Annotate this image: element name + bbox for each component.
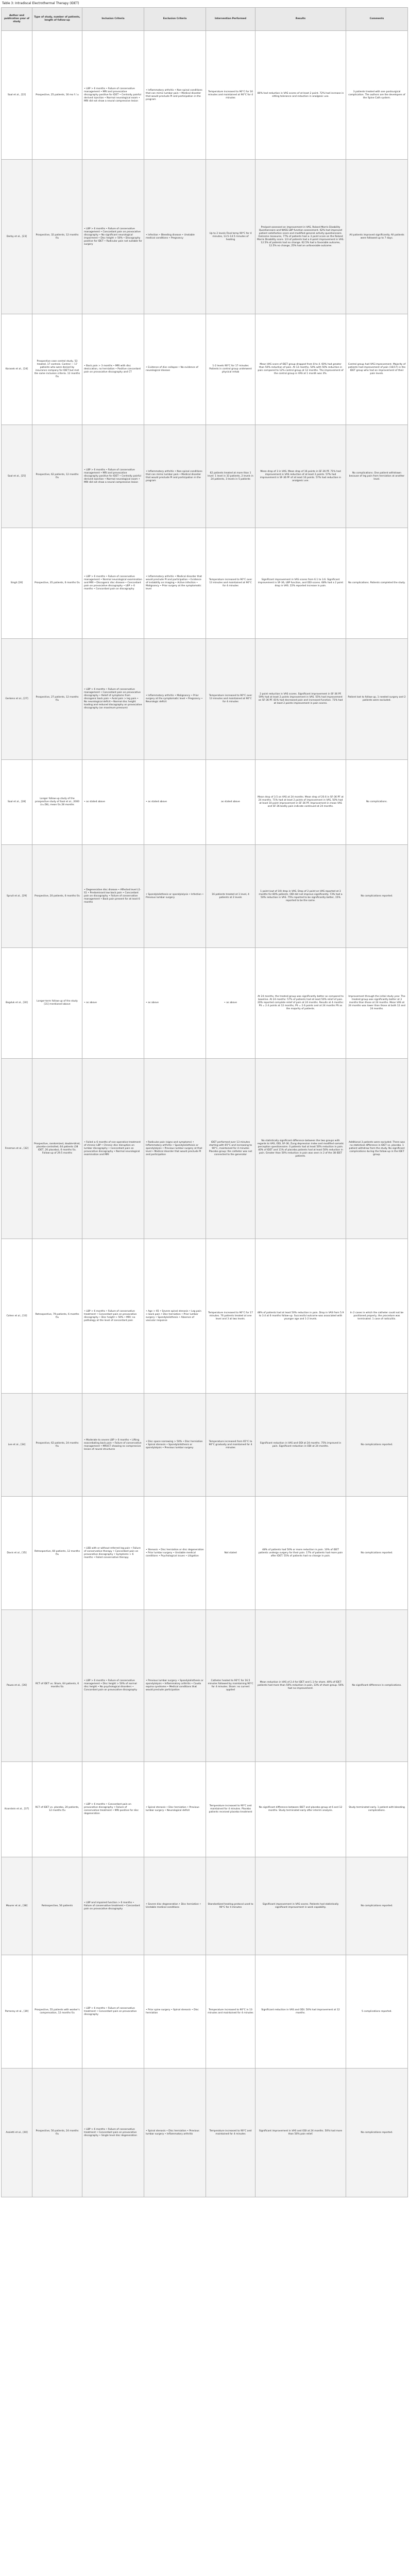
cell-inclusion: • as stated above xyxy=(82,760,144,845)
cell-results: No significant difference between IDET and placebo group at 6 and 12 months. Study terminated early after interim analysis. xyxy=(255,1762,346,1857)
cell-comments: No significant difference in complications. xyxy=(346,1610,408,1762)
cell-comments: No complications. Patients completed the study. xyxy=(346,528,408,639)
cell-comments: All patients improved significantly. All patients were followed up to 7 days. xyxy=(346,160,408,314)
cell-results: 1 point (out of 10) drop in VAS. Drop of 2 point on VAS reported at 3 months for 80% patients. ODI did not improve significantly. 73% had a 50% reduction in VAS. 75% reported to be significantly better, 15% reported to be the same. xyxy=(255,845,346,948)
cell-author: Saal et al., [22] xyxy=(2,31,32,160)
cell-exclusion: • Radicular pain (signs and symptoms) • Inflammatory arthritis • Spondylolisthesis or spondylolysis • Previous lumbar surgery at that level • Medical disorder that would preclude PI and participation xyxy=(144,1059,206,1239)
cell-comments: Improvement through the initial study year. The treated group was significantly better at 3 months than those at 24 months. Mean VAS at 24 months was lower than those at both 12 and 24 months. xyxy=(346,948,408,1059)
cell-intervention: Catheter heated to 90°C for 16.5 minutes followed by maintaining 90°C for 4 minutes. Sham: no current applied xyxy=(206,1610,255,1762)
cell-author: Saal et al., [25] xyxy=(2,425,32,528)
cell-comments: No complications reported. xyxy=(346,2069,408,2197)
cell-comments: No complications reported. xyxy=(346,1394,408,1497)
cell-inclusion: • LBP > 6 months • Failure of conservative management • Disc height > 50% of normal disc height • No psychological disorders • Concordant pain on provocative discography xyxy=(82,1610,144,1762)
header-exclusion: Exclusion Criteria xyxy=(144,8,206,31)
cell-comments: Study terminated early. 1 patient with bleeding complications. xyxy=(346,1762,408,1857)
cell-study: Retrospective, 60 patients, 12 months f/u xyxy=(32,1497,82,1610)
cell-comments: 3 patients treated with one postsurgical complication. The authors are the developers of the Spine Cath system. xyxy=(346,31,408,160)
cell-exclusion: • Disc space narrowing > 50% • Disc herniation • Spinal stenosis • Spondylolisthesis or spondylolysis • Previous lumbar surgery xyxy=(144,1394,206,1497)
table-row xyxy=(2,1239,408,1394)
cell-inclusion: • LBD with or without referred leg pain • Failure of conservative therapy • Concordant pain on provocative discography • Symptoms > 6 months • Failed conservative therapy xyxy=(82,1497,144,1610)
cell-inclusion: • Failed ≥ 6 months of non-operative treatment of chronic LBP • Chronic disc disruption on lumbar discography • Concordant pain on provocative discography • Normal neurological examination and MRI xyxy=(82,1059,144,1239)
cell-exclusion: • Inflammatory arthritis • Medical disorder that would preclude PI and participation • Evidence of instability on imaging • Active infection • Malignancy • Prior surgery at the symptomatic level xyxy=(144,528,206,639)
cell-results: 80% had reduction in VAS scores of at least 2 point. 72% had increase in sitting tolerance and reduction in analgesic use. xyxy=(255,31,346,160)
idet-table xyxy=(1,7,408,2197)
cell-results: Significant improvement in VAS and ODI at 24 months. 50% had more than 50% pain relief. xyxy=(255,2069,346,2197)
cell-inclusion: • LBP > 6 months • Failure of conservative management • Concordant pain on provocative discography • Relief of symptoms from discogenic back pain • Axial pain > leg pain • No neurological deficit • Normal disc height loading and reduced discography on provocative discography (on maximum pressure) xyxy=(82,639,144,760)
cell-study: Prospective, 35 patients, 6 months f/u xyxy=(32,528,82,639)
table-row xyxy=(2,1955,408,2069)
cell-results: 2 point reduction in VAS scores. Significant improvement in SF-36 PF. 59% had at least 2 points improvement in VAS. 55% had improvement on SF-36 PF. 81% had decreased pain and increased function. 71% had at least 2 points improvement in pain scores. xyxy=(255,639,346,760)
cell-exclusion: • Spinal stenosis • Disc herniation • Previous lumbar surgery • Neurological deficit xyxy=(144,1762,206,1857)
cell-intervention: Temperature increased from 65°C to 90°C gradually and maintained for 4 minutes xyxy=(206,1394,255,1497)
header-study-type: Type of study, number of patients, length of follow-up xyxy=(32,8,82,31)
cell-exclusion: • Spinal stenosis • Disc herniation • Previous lumbar surgery • Inflammatory arthritis xyxy=(144,2069,206,2197)
cell-intervention: Not stated xyxy=(206,1497,255,1610)
cell-inclusion: • LBP > 6 months • Failure of conservative management • Concordant pain on provocative discography • No significant neurological impairment • Disc height > 50% • Discography positive for IDET • Radicular pain not suitable for surgery xyxy=(82,160,144,314)
cell-study: Prospective, randomized, double-blind, placebo-controlled, 64 patients (38 IDET, 26 placebo), 6 months f/u. Follow-up of 29.5 months xyxy=(32,1059,82,1239)
cell-inclusion: • LBP > 6 months • Failure of conservative management • Normal neurological examination and MRI • Discogenic disc disease • Concordant pain on provocative discography • LBP > 6 months • Concordant pain on discography xyxy=(82,528,144,639)
cell-study: Prospective case control study, 53 treated, 17 controls. Control — 17 patients who were denied by insurance company for IDET but met the same inclusion criteria. 12 months f/u xyxy=(32,314,82,425)
cell-study: Longer-term follow-up of the study [31] mentioned above xyxy=(32,948,82,1059)
header-author: Author and publication year of study xyxy=(2,8,32,31)
cell-exclusion: • Age > 65 • Severe spinal stenosis • Leg pain > back pain • Disc herniation • Prior lumbar surgery • Spondylolisthesis • Absence of vascular response xyxy=(144,1239,206,1394)
table-row xyxy=(2,948,408,1059)
cell-study: Prospective, 50 patients, 24 months f/u xyxy=(32,2069,82,2197)
cell-results: Significant reduction in VAS and ODI. 50% had improvement at 12 months. xyxy=(255,1955,346,2069)
cell-comments: Additional 3 patients were excluded. There was no statistical difference in IDET vs. placebo. 1 patient withdrew from the study. No significant complications during the follow-up in the IDET group. xyxy=(346,1059,408,1239)
cell-comments: Patient lost to follow-up, 1 needed surgery and 2 patients were excluded. xyxy=(346,639,408,760)
cell-comments: No complications. xyxy=(346,760,408,845)
cell-inclusion: • LBP > 6 months • Failure of conservative treatment • Concordant pain on provocative discography xyxy=(82,1955,144,2069)
table-row xyxy=(2,1059,408,1239)
table-row xyxy=(2,1497,408,1610)
cell-inclusion: • as above xyxy=(82,948,144,1059)
cell-results: 48% of patients had at least 50% reduction in pain. Drop in VAS from 5.9 to 3.4 at 6 months follow-up. Successful outcome was associated with younger age and 1-2 levels. xyxy=(255,1239,346,1394)
table-row xyxy=(2,1394,408,1497)
table-row xyxy=(2,160,408,314)
cell-exclusion: • Inflammatory arthritis • Non-spinal conditions that can mimic lumbar pain • Medical disorder that would preclude PI and participation in the program xyxy=(144,31,206,160)
cell-exclusion: • Previous lumbar surgery • Spondylolisthesis or spondylolysis • Inflammatory arthritis • Cauda equina syndrome • Medical conditions that would preclude participation xyxy=(144,1610,206,1762)
table-row xyxy=(2,639,408,760)
cell-inclusion: • Back pain > 3 months • MRI with disc desiccation, no herniation • Positive concordant pain on provocative discography and CT xyxy=(82,314,144,425)
cell-results: Mean drop of 3 in VAS. Mean drop of 16 points in SF-36 PF. 71% had improvement in VAS reduction of at least 2 points. 57% had improvement in SF-36 PF of at least 10 points. 57% had reduction in analgesic use. xyxy=(255,425,346,528)
cell-author: Lee et al., [34] xyxy=(2,1394,32,1497)
cell-study: RCT of IDET vs. Sham, 64 patients, 6 months f/u xyxy=(32,1610,82,1762)
header-intervention: Intervention Performed xyxy=(206,8,255,31)
cell-exclusion: • Infection • Bleeding disease • Unstable medical conditions • Pregnancy xyxy=(144,160,206,314)
cell-author: Maurer et al., [38] xyxy=(2,1857,32,1955)
cell-study: Retrospective, 56 patients xyxy=(32,1857,82,1955)
cell-author: Singh [26] xyxy=(2,528,32,639)
cell-study: Prospective, 62 patients, 12 months f/u xyxy=(32,425,82,528)
cell-intervention: Temperature increased to 90°C for 16 minutes and maintained at 90°C for 4 minutes xyxy=(206,31,255,160)
table-row xyxy=(2,845,408,948)
cell-results: Significant improvement in VAS scores from 6.1 to 3.6. Significant improvement in SF-36, LBP function, and ODI scores. 68% had a 2 point drop in VAS. 22% reported increase in pain. xyxy=(255,528,346,639)
cell-author: Karasek et al., [24] xyxy=(2,314,32,425)
cell-intervention: Temperature increased to 90°C and maintained for 4 minutes. Placebo patients received placebo treatment xyxy=(206,1762,255,1857)
cell-intervention: • as above xyxy=(206,948,255,1059)
table-body xyxy=(2,31,408,2197)
cell-author: Bogduk et al., [30] xyxy=(2,948,32,1059)
cell-results: Significant improvement in VAS scores. Patients had statistically significant improvement in work capability. xyxy=(255,1857,346,1955)
cell-intervention: Temperature increased to 90°C for 17 minutes. 76 patients treated at one level and 3 at two levels. xyxy=(206,1239,255,1394)
cell-exclusion: • Evidence of disc collapse • No evidence of neurological disease xyxy=(144,314,206,425)
table-row xyxy=(2,31,408,160)
cell-study: Prospective, 55 patients with worker's compensation, 12 months f/u xyxy=(32,1955,82,2069)
cell-comments: No complications reported. xyxy=(346,1857,408,1955)
cell-study: RCT of IDET vs. placebo, 20 patients, 12 months f/u xyxy=(32,1762,82,1857)
table-row xyxy=(2,314,408,425)
header-inclusion: Inclusion Criteria xyxy=(82,8,144,31)
cell-author: Pomeroy et al., [39] xyxy=(2,1955,32,2069)
cell-study: Prospective, 32 patients, 12 months f/u xyxy=(32,160,82,314)
cell-intervention: 62 patients treated at more than 1 level: 1 level in 33 patients, 2 levels in 24 patients, 3 levels in 5 patients xyxy=(206,425,255,528)
cell-study: Prospective, 62 patients, 24 months f/u xyxy=(32,1394,82,1497)
cell-exclusion: • Spondylolisthesis or spondylolysis • Infection • Previous lumbar surgery xyxy=(144,845,206,948)
cell-results: 48% of patients had 50% or more reduction in pain. 10% of IDET patients undergo surgery for their pain. 17% of patients had more pain after IDET. 55% of patients had no change in pain. xyxy=(255,1497,346,1610)
cell-comments: Control group had VAS improvement. Majority of patients had improvement of pain (16/17) in the IDET group who had an improvement of their pain levels. xyxy=(346,314,408,425)
table-row xyxy=(2,1762,408,1857)
cell-exclusion: • Inflammatory arthritis • Non-spinal conditions that can mimic lumbar pain • Medical disorder that would preclude PI and participation in the program xyxy=(144,425,206,528)
table-row xyxy=(2,1857,408,1955)
cell-results: Pre/post assessed on improvement in VAS, Roland Morris Disability Questionnaire and NASS LBP function assessment. 62% had improved patient satisfaction score and modified general activity questionnaire. Outcome measures, 77% of patients had ≥ 3 point score on the Roland Morris Disability score. 1/3 of patients had a 4-point improvement in VAS. 12.5% of patients had no change. 62.5% had a favorable outcome, 12.5% no change, 25% had an unfavorable outcome. xyxy=(255,160,346,314)
cell-intervention: Temperature increased to 90°C over 13 minutes and maintained at 90°C for 4 minutes xyxy=(206,639,255,760)
cell-exclusion: • Inflammatory arthritis • Malignancy • Prior surgery at the symptomatic level • Pregnancy • Neurologic deficit xyxy=(144,639,206,760)
cell-study: Prospective, 25 patients, 16 mo f / u xyxy=(32,31,82,160)
cell-intervention: as stated above xyxy=(206,760,255,845)
cell-inclusion: • LBP > 6 months • Failure of conservative management • MRI and provocative discography positive for IDET • Centrally painful derived injection • Normal neurological exam • MRI did not show a neural compressive lesion xyxy=(82,31,144,160)
cell-exclusion: • Prior spine surgery • Spinal stenosis • Disc herniation xyxy=(144,1955,206,2069)
cell-study: Prospective, 27 patients, 12 months f/u xyxy=(32,639,82,760)
table-row xyxy=(2,1610,408,1762)
cell-results: At 24 months, the treated group was significantly better as compared to baseline. At 24 months: 57% of patients had at least 50% relief of pain. 20% reported complete relief of pain at 24 months. Results at 4 months: PS = 2.4 points at 12 months, PS = 2.6 points and at 24 months PS as the majority of patients. xyxy=(255,948,346,1059)
cell-results: Mean drop of 3.5 on VAS at 24 months. Mean drop of 20.6 in SF-36 PF at 24 months. 71% had at least 2 points of improvement in VAS, 50% had at least 10 point improvement in SF-36 PF. Improvement in mean VAS and SF-36 bodily pain indicate continued at 24 months. xyxy=(255,760,346,845)
cell-author: Assietti et al., [40] xyxy=(2,2069,32,2197)
cell-exclusion: • as stated above xyxy=(144,760,206,845)
cell-author: Freeman et al., [32] xyxy=(2,1059,32,1239)
cell-author: Kvarstein et al., [37] xyxy=(2,1762,32,1857)
cell-comments: No complications reported. xyxy=(346,845,408,948)
cell-intervention: 1-2 levels 90°C for 17 minutes Patients in control group underwent physical rehab xyxy=(206,314,255,425)
cell-comments: No complications reported. xyxy=(346,1497,408,1610)
cell-exclusion: • Severe disc degeneration • Disc herniation • Unstable medical conditions xyxy=(144,1857,206,1955)
cell-comments: In 2 cases in which the catheter could not be positioned properly, the procedure was terminated. 1 case of radiculitis. xyxy=(346,1239,408,1394)
cell-inclusion: • LBP > 6 months • Failure of conservative management • MRI and provocative discography positive for IDET • Centrally painful derived injection • Normal neurological exam • MRI did not show a neural compressive lesion xyxy=(82,425,144,528)
header-row xyxy=(2,8,408,31)
cell-inclusion: • Moderate to severe LBP > 6 months • Lifting exacerbating back pain • Failure of conservative management • MRI/CT showing no compressive lesion of neural structures xyxy=(82,1394,144,1497)
table-row xyxy=(2,2069,408,2197)
cell-results: No statistically significant difference between the two groups with regards to VAS, ODI, SF-36, Zung depression index and modified somatic perception questionnaire. 0 patients had at least 50% reduction in pain. 40% of IDET and 11% of placebo patients had at least 50% reduction in pain. Greater than 50% reduction in pain was seen in 2 of the 38 IDET patients. xyxy=(255,1059,346,1239)
cell-intervention: Standardized heating protocol used to 90°C for 4 minutes xyxy=(206,1857,255,1955)
header-results: Results xyxy=(255,8,346,31)
cell-study: Retrospective, 79 patients, 6 months f/u xyxy=(32,1239,82,1394)
cell-inclusion: • LBP and impaired function > 6 months • Failure of conservative treatment • Concordant pain on provocative discography xyxy=(82,1857,144,1955)
cell-inclusion: • LBP > 6 months • Failure of conservative treatment • Concordant pain on provocative discography • Disc height > 50% • MRI: no pathology at the level of concordant pain xyxy=(82,1239,144,1394)
cell-author: Spruit et al., [29] xyxy=(2,845,32,948)
cell-author: Pauza et al., [36] xyxy=(2,1610,32,1762)
cell-author: Davis et al., [35] xyxy=(2,1497,32,1610)
table-row xyxy=(2,425,408,528)
cell-inclusion: • LBP > 6 months • Failure of conservative treatment • Concordant pain on provocative discography • Single level disc degeneration xyxy=(82,2069,144,2197)
cell-exclusion: • as above xyxy=(144,948,206,1059)
cell-results: Mean reduction in VAS of 2.4 for IDET and 1.1 for sham. 40% of IDET patients had more than 50% reduction in pain, 33% of sham group. 56% had no improvement. xyxy=(255,1610,346,1762)
cell-intervention: Temperature increased to 90°C and maintained for 4 minutes xyxy=(206,2069,255,2197)
header-comments: Comments xyxy=(346,8,408,31)
cell-study: Longer follow-up study of the prospective study of Saal et al., 2000 (n=58), mean f/u 28 months xyxy=(32,760,82,845)
cell-intervention: Up to 2 levels Final temp 90°C for 4 minutes, 13.5–14.5 minutes of heating xyxy=(206,160,255,314)
cell-author: Saal et al., [28] xyxy=(2,760,32,845)
cell-results: Mean VAS score of IDET group dropped from 8 to 4. 60% had greater than 50% reduction of pain. At 12 months, 54% with 50% reduction in pain compared to 12% control group at 12 months. The improvement of the control group in VAS at 1 month was 3%. xyxy=(255,314,346,425)
cell-inclusion: • LBP > 6 months • Concordant pain on provocative discography • Failure of conservative treatment • MRI positive for disc degeneration xyxy=(82,1762,144,1857)
table-caption: Table 3: Intradiscal Electrothermal Therapy (IDET) xyxy=(2,2,79,5)
cell-author: Derby et al., [23] xyxy=(2,160,32,314)
table-row xyxy=(2,528,408,639)
cell-comments: 5 complications reported. xyxy=(346,1955,408,2069)
table-row xyxy=(2,760,408,845)
cell-author: Gerkens et al., [27] xyxy=(2,639,32,760)
cell-intervention: Temperature increased to 90°C in 13 minutes and maintained for 4 minutes xyxy=(206,1955,255,2069)
cell-inclusion: • Degenerative disc disease • Affected level L1-S1 • Predominant low back pain • Concordant pain on discography • Failure of conservative management • Back pain present for at least 6 months xyxy=(82,845,144,948)
cell-intervention: IDET performed over 13 minutes starting with 65°C and increasing to 90°C, maintained for 4 minutes Placebo group: the catheter was not connected to the generator xyxy=(206,1059,255,1239)
cell-exclusion: • Stenosis • Disc herniation or disc degeneration • Prior lumbar surgery • Unstable medical conditions • Psychological issues • Litigation xyxy=(144,1497,206,1610)
cell-intervention: 16 patients treated at 1 level, 4 patients at 2 levels xyxy=(206,845,255,948)
cell-comments: No complications. One patient withdrawn because of leg pain from herniation at another level. xyxy=(346,425,408,528)
cell-results: Significant reduction in VAS and ODI at 24 months. 75% improved in pain. Significant reduction in ODI at 24 months. xyxy=(255,1394,346,1497)
cell-author: Cohen et al., [33] xyxy=(2,1239,32,1394)
cell-study: Prospective, 20 patients, 6 months f/u xyxy=(32,845,82,948)
cell-intervention: Temperature increased to 90°C over 13 minutes and maintained at 90°C for 4 minutes xyxy=(206,528,255,639)
